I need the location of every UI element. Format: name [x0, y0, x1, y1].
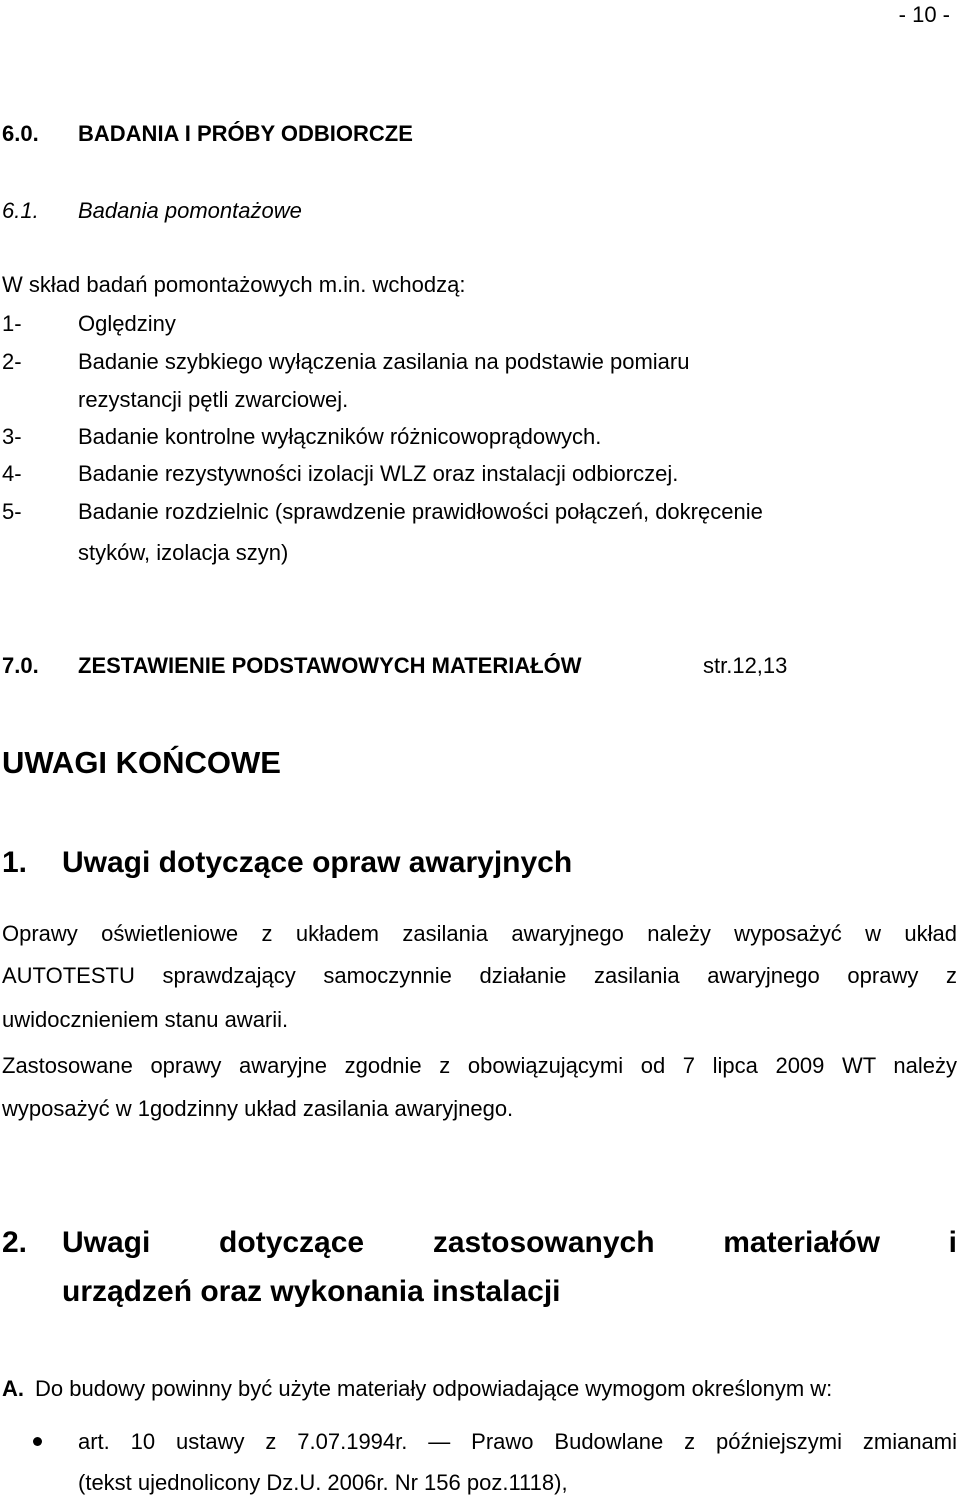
- remark-1-title: Uwagi dotyczące opraw awaryjnych: [62, 846, 573, 879]
- page-number: - 10 -: [898, 2, 950, 27]
- list-item-number: 3-: [2, 424, 22, 449]
- remarks-heading: UWAGI KOŃCOWE: [2, 745, 281, 780]
- list-item-number: 2-: [2, 349, 22, 374]
- intro-text: W skład badań pomontażowych m.in. wchodzą:: [2, 272, 466, 297]
- section-7-title: ZESTAWIENIE PODSTAWOWYCH MATERIAŁÓW: [78, 653, 582, 678]
- list-item-number: 4-: [2, 461, 22, 486]
- list-item: [0, 311, 960, 337]
- bullet-text-line: art. 10 ustawy z 7.07.1994r. — Prawo Budowlane z późniejszymi zmianami: [78, 1429, 957, 1454]
- remark-1-number: 1.: [2, 846, 28, 879]
- section-7-page-ref: str.12,13: [703, 653, 788, 678]
- point-a-text: Do budowy powinny być użyte materiały odpowiadające wymogom określonym w:: [35, 1376, 833, 1401]
- list-item-text-continued: styków, izolacja szyn): [78, 540, 289, 565]
- section-7-number: 7.0.: [2, 653, 39, 678]
- list-item: [0, 424, 960, 450]
- point-a-label: A.: [2, 1376, 24, 1401]
- list-item-number: 1-: [2, 311, 22, 336]
- list-item: [0, 499, 960, 569]
- remark-2-number: 2.: [2, 1226, 28, 1259]
- list-item-number: 5-: [2, 499, 22, 524]
- remark-2-title-word: i: [948, 1226, 957, 1259]
- bullet-icon: [33, 1437, 42, 1446]
- list-item-text: Badanie rezystywności izolacji WLZ oraz instalacji odbiorczej.: [78, 461, 679, 486]
- remark-2-title-line2: urządzeń oraz wykonania instalacji: [62, 1275, 561, 1308]
- remark-1-paragraph-line: uwidocznieniem stanu awarii.: [2, 1007, 289, 1032]
- remark-1-paragraph-line: AUTOTESTU sprawdzający samoczynnie działanie zasilania awaryjnego oprawy z: [2, 963, 957, 988]
- list-item: [0, 349, 960, 413]
- bullet-text-line: (tekst ujednolicony Dz.U. 2006r. Nr 156 poz.1118),: [78, 1470, 568, 1495]
- list-item-text: Badanie kontrolne wyłączników różnicowoprądowych.: [78, 424, 602, 449]
- remark-2-title-word: dotyczące: [219, 1226, 365, 1259]
- section-6-1-title: Badania pomontażowe: [78, 198, 302, 223]
- list-item-text: Badanie rozdzielnic (sprawdzenie prawidłowości połączeń, dokręcenie: [78, 499, 763, 524]
- remark-1-paragraph2-line: wyposażyć w 1godzinny układ zasilania awaryjnego.: [2, 1096, 514, 1121]
- remark-2-title-word: Uwagi: [62, 1226, 151, 1259]
- remark-1-paragraph2-line: Zastosowane oprawy awaryjne zgodnie z obowiązującymi od 7 lipca 2009 WT należy: [2, 1053, 957, 1078]
- list-item-text: Badanie szybkiego wyłączenia zasilania na podstawie pomiaru: [78, 349, 690, 374]
- remark-1-paragraph-line: Oprawy oświetleniowe z układem zasilania awaryjnego należy wyposażyć w układ: [2, 921, 957, 946]
- remark-2-title-word: zastosowanych: [432, 1226, 655, 1259]
- section-6-number: 6.0.: [2, 121, 39, 146]
- list-item-text: Oględziny: [78, 311, 176, 336]
- remark-2-title-line: [62, 1225, 957, 1261]
- remark-2-title-word: materiałów: [723, 1226, 880, 1259]
- section-6-title: BADANIA I PRÓBY ODBIORCZE: [78, 121, 413, 146]
- section-6-1-number: 6.1.: [2, 198, 39, 223]
- list-item: [0, 461, 960, 487]
- list-item-text-continued: rezystancji pętli zwarciowej.: [78, 387, 349, 412]
